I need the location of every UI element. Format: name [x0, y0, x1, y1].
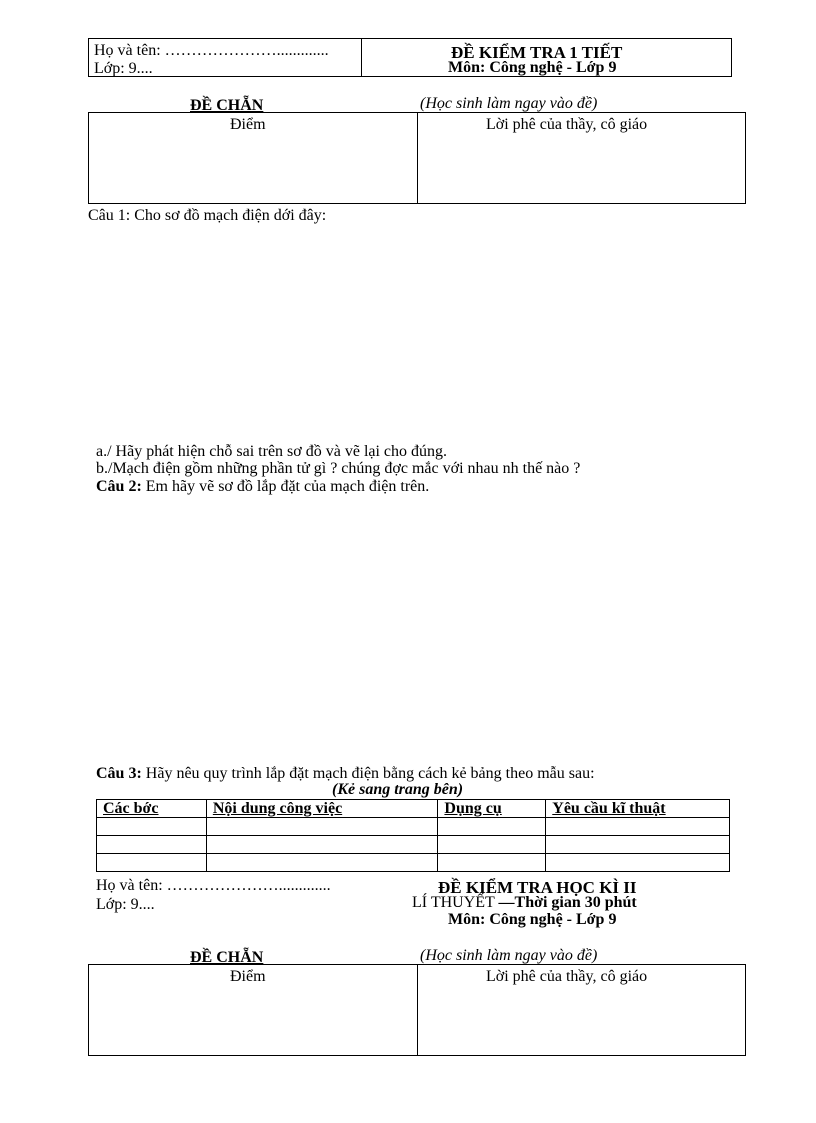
table-row: [97, 854, 730, 872]
question-3-text: Hãy nêu quy trình lắp đặt mạch điện bằng cách kẻ bảng theo mẫu sau:: [141, 765, 595, 782]
question-2-label: Câu 2:: [96, 478, 142, 495]
table-header-row: [97, 800, 730, 818]
exam2-title: ĐỀ KIỂM TRA HỌC KÌ II: [438, 878, 637, 897]
exam1-header-divider: [361, 39, 362, 76]
exam2-subtitle-a: LÍ THUYẾT: [412, 894, 499, 911]
exam2-subtitle: [412, 895, 637, 911]
question-1a: a./ Hãy phát hiện chỗ sai trên sơ đồ và vẽ lại cho đúng.: [96, 443, 448, 460]
question-3: [96, 766, 595, 782]
exam1-comment-label: Lời phê của thầy, cô giáo: [486, 116, 648, 133]
question-1b: b./Mạch điện gồm những phần tử gì ? chúng đợc mắc với nhau nh thế nào ?: [96, 460, 581, 477]
table-row: [97, 818, 730, 836]
exam2-note: (Học sinh làm ngay vào đề): [420, 947, 598, 964]
procedure-table: [96, 799, 730, 872]
exam1-note: (Học sinh làm ngay vào đề): [420, 95, 598, 112]
exam2-student-class: Lớp: 9....: [96, 896, 155, 913]
exam1-title: ĐỀ KIỂM TRA 1 TIẾT: [451, 43, 623, 62]
exam1-student-class: Lớp: 9....: [94, 60, 153, 77]
exam2-comment-label: Lời phê của thầy, cô giáo: [486, 968, 648, 985]
question-3-label: Câu 3:: [96, 765, 142, 782]
exam1-score-box: [88, 112, 746, 204]
exam2-variant: ĐỀ CHẴN: [190, 949, 264, 966]
question-3-note: (Kẻ sang trang bên): [332, 781, 464, 798]
question-2: [96, 479, 429, 495]
table-header-cell: Các bớc: [97, 800, 207, 818]
exam1-subject: Môn: Công nghệ - Lớp 9: [448, 59, 617, 76]
question-1: Câu 1: Cho sơ đồ mạch điện dới đây:: [88, 207, 327, 224]
exam1-score-divider: [417, 113, 418, 203]
exam1-variant: ĐỀ CHẴN: [190, 97, 264, 114]
table-row: [97, 836, 730, 854]
exam2-score-box: [88, 964, 746, 1056]
table-header-cell: Yêu cầu kĩ thuật: [546, 800, 730, 818]
table-header-cell: Nội dung công việc: [206, 800, 438, 818]
exam2-score-label: Điểm: [230, 968, 266, 985]
exam2-subtitle-b: —Thời gian 30 phút: [498, 894, 637, 911]
exam1-student-name: Họ và tên: ………………….............: [94, 42, 329, 59]
exam2-student-name: Họ và tên: ………………….............: [96, 877, 331, 894]
table-header-cell: Dụng cụ: [438, 800, 546, 818]
exam1-score-label: Điểm: [230, 116, 266, 133]
question-2-text: Em hãy vẽ sơ đồ lắp đặt của mạch điện trên.: [141, 478, 430, 495]
exam2-subject: Môn: Công nghệ - Lớp 9: [448, 911, 617, 928]
exam2-score-divider: [417, 965, 418, 1055]
